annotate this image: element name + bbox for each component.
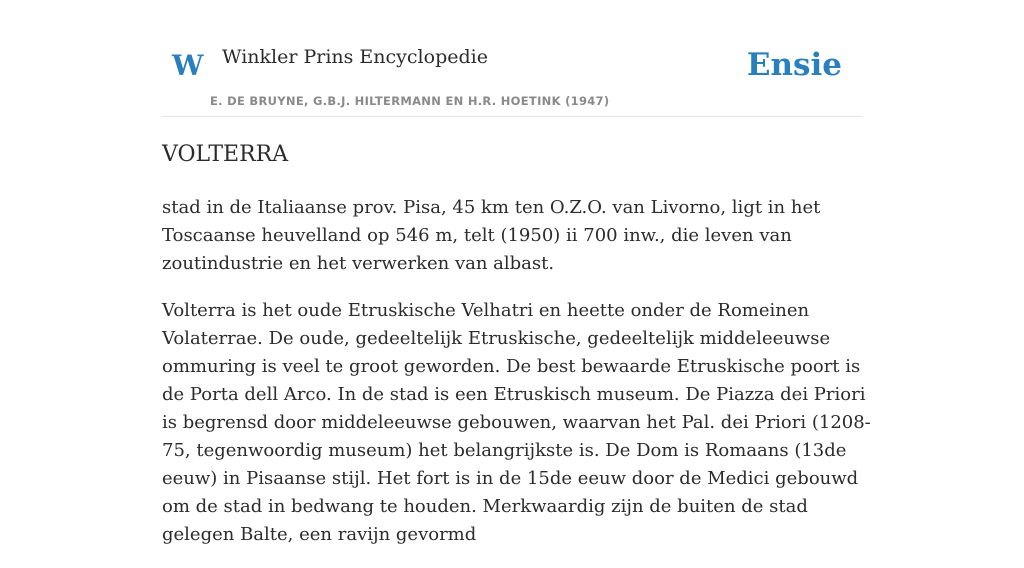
publication-title[interactable]: Winkler Prins Encyclopedie — [222, 46, 488, 68]
article-headword: VOLTERRA — [162, 142, 289, 167]
publication-authors: E. DE BRUYNE, G.B.J. HILTERMANN EN H.R. HOETINK (1947) — [210, 94, 610, 108]
article-paragraph: Volterra is het oude Etruskische Velhatri en heette onder de Romeinen Volaterrae. De oude, gedeeltelijk Etruskische, gedeeltelijk middeleeuwse ommuring is veel te groot geworden. De best bewaarde Etruskische poort is de Porta dell Arco. In de stad is een Etruskisch museum. De Piazza dei Priori is begrensd door middeleeuwse gebouwen, waarvan het Pal. dei Priori (1208-75, tegenwoordig museum) het belangrijkste is. De Dom is Romaans (13de eeuw) in Pisaanse stijl. Het fort is in de 15de eeuw door de Medici gebouwd om de stad in bedwang te houden. Merkwaardig zijn de buiten de stad gelegen Balte, een ravijn gevormd — [162, 300, 871, 545]
article-body — [162, 140, 872, 568]
article-paragraph: stad in de Italiaanse prov. Pisa, 45 km ten O.Z.O. van Livorno, ligt in het Toscaanse heuvelland op 546 m, telt (1950) ii 700 inw., die leven van zoutindustrie en het verwerken van albast. — [162, 197, 821, 274]
site-header — [162, 30, 862, 117]
winkler-prins-logo[interactable]: W — [172, 49, 204, 82]
ensie-logo[interactable]: Ensie — [746, 47, 842, 83]
